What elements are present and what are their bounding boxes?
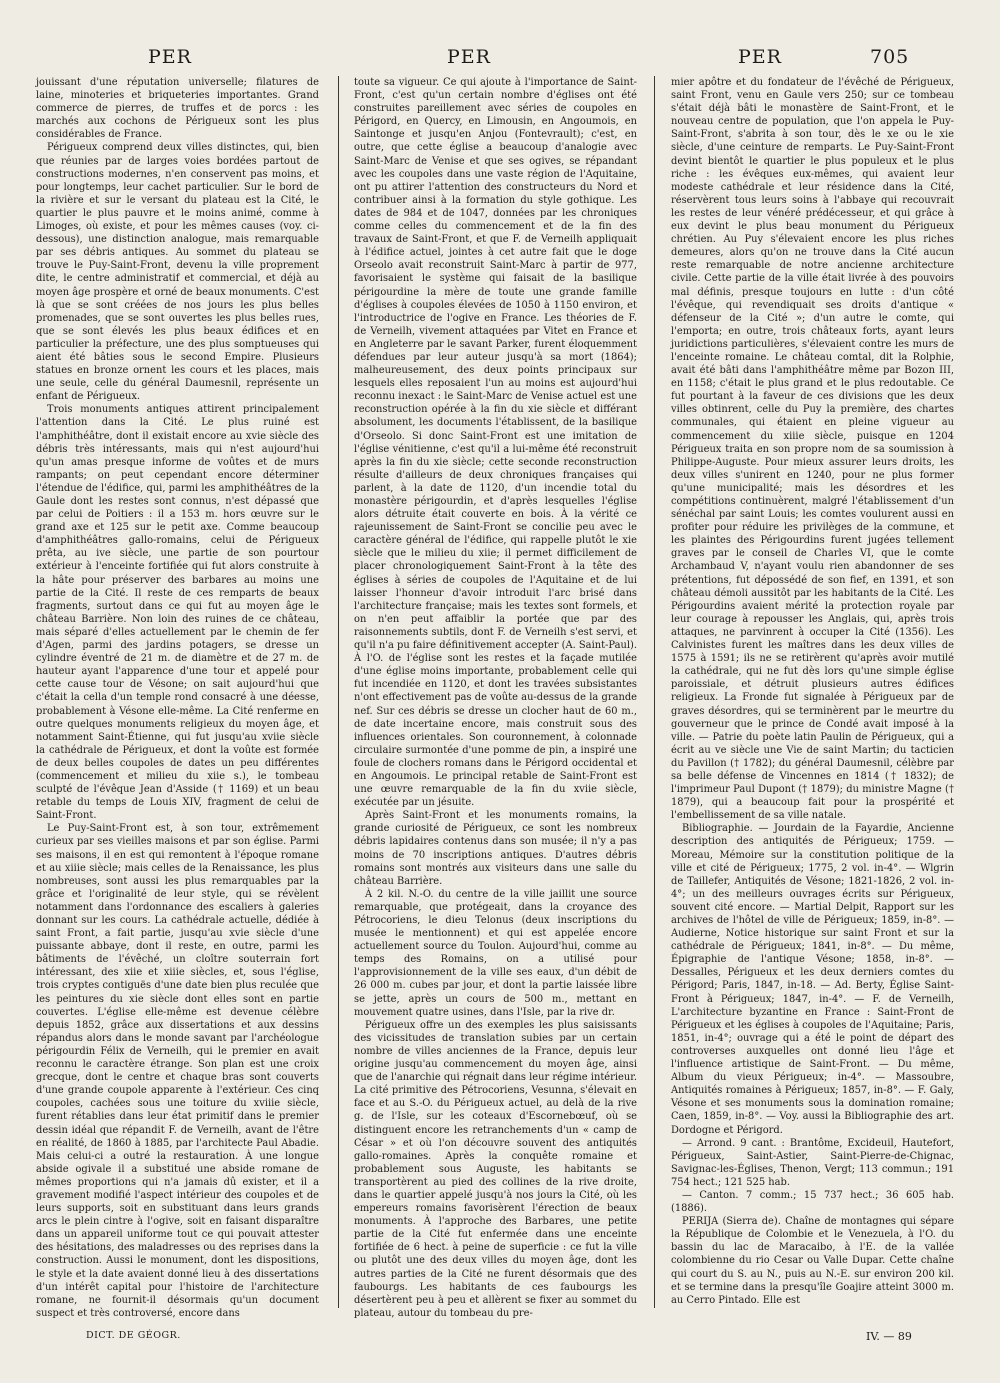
- footer-right: IV. — 89: [866, 1330, 912, 1343]
- paragraph: Trois monuments antiques attirent principalement l'attention dans la Cité. Le plus ruiné est l'amphithéâtre, dont il existait encore au xvie siècle des débris très intéressants, mais qui n'est aujourd'hui qu'un amas presque informe de voûtes et de murs rampants; on peut cependant encore déterminer l'étendue de l'édifice, qui, parmi les amphithéâtres de la Gaule dont les restes sont connus, n'est dépassé que par celui de Poitiers : il a 153 m. hors œuvre sur le grand axe et 125 sur le petit axe. Comme beaucoup d'amphithéâtres gallo-romains, celui de Périgueux prêta, au ive siècle, une partie de son pourtour extérieur à l'enceinte fortifiée qui fut alors construite à la hâte pour préserver des barbares au moins une partie de la Cité. Il reste de ces remparts de beaux fragments, surtout dans ce qui fut au moyen âge le château Barrière. Non loin des ruines de ce château, mais séparé d'elles actuellement par le chemin de fer d'Agen, parmi des jardins potagers, se dresse un cylindre éventré de 21 m. de diamètre et de 27 m. de hauteur ayant l'apparence d'une tour et appelé pour cette cause tour de Vésone; on sait aujourd'hui que c'était la cella d'un temple rond consacré à une déesse, probablement à Vésone elle-même. La Cité renferme en outre quelques monuments religieux du moyen âge, et notamment Saint-Étienne, qui fut jusqu'au xviie siècle la cathédrale de Périgueux, et dont la voûte est formée de deux belles coupoles de dates un peu différentes (commencement et milieu du xiie s.), le tombeau sculpté de l'évêque Jean d'Asside († 1169) et un beau retable du temps de Louis XIV, fragment de celui de Saint-Front.: [36, 404, 319, 822]
- paragraph: Périgueux comprend deux villes distinctes, qui, bien que réunies par de larges voies bordées partout de constructions modernes, n'en conservent pas moins, et pour longtemps, leur cachet particulier. Sur le bord de la rivière et sur le versant du plateau est la Cité, le quartier le plus pauvre et le moins animé, comme à Limoges, où existe, et pour les mêmes causes (voy. ci-dessous), une distinction analogue, mais remarquable par ses débris antiques. Au sommet du plateau se trouve le Puy-Saint-Front, devenu la ville proprement dite, le centre administratif et commercial, et déjà au moyen âge prospère et orné de beaux monuments. C'est là que se sont créées de nos jours les plus belles promenades, que se sont ouvertes les plus belles rues, que se sont élevés les plus beaux édifices et en particulier la préfecture, une des plus somptueuses qui aient été bâties sous le second Empire. Plusieurs statues en bronze ornent les cours et les places, mais une seule, celle du général Daumesnil, représente un enfant de Périgueux.: [36, 142, 319, 403]
- footer-left: DICT. DE GÉOGR.: [86, 1330, 181, 1341]
- header-right: PER: [738, 46, 782, 68]
- text-columns: [36, 76, 956, 1319]
- page-footer: [0, 1330, 1000, 1346]
- paragraph: Après Saint-Front et les monuments romains, la grande curiosité de Périgueux, ce sont les nombreux débris lapidaires contenus dans son musée; il n'y a pas moins de 70 inscriptions antiques. D'autres débris romains sont montrés aux visiteurs dans une salle du château Barrière.: [354, 810, 637, 887]
- paragraph: toute sa vigueur. Ce qui ajoute à l'importance de Saint-Front, c'est qu'un certain nombre d'églises ont été construites pareillement avec séries de coupoles en Périgord, en Quercy, en Limousin, en Angoumois, en Saintonge et jusqu'en Anjou (Fontevrault); c'est, en outre, que cette église a beaucoup d'analogie avec Saint-Marc de Venise et que ses ogives, se répandant avec les coupoles dans une vaste région de l'Aquitaine, ont pu attirer l'attention des constructeurs du Nord et contribuer ainsi à la formation du style gothique. Les dates de 984 et de 1047, données par les chroniques comme celles du commencement et de la fin des travaux de Saint-Front, et que F. de Verneilh appliquait à l'édifice actuel, jointes à cet autre fait que le doge Orseolo avait reconstruit Saint-Marc à partir de 977, favorisaient le système qui faisait de la basilique périgourdine la mère de toute une grande famille d'églises à coupoles élevées de 1050 à 1150 environ, et l'introductrice de l'ogive en France. Les théories de F. de Verneilh, vivement attaquées par Vitet en France et en Angleterre par le savant Parker, furent éloquemment défendues par leur auteur jusqu'à sa mort (1864); malheureusement, des deux points principaux sur lesquels elles reposaient l'un au moins est aujourd'hui reconnu inexact : le Saint-Marc de Venise actuel est une reconstruction opérée à la fin du xie siècle et différant absolument, les documents l'établissent, de la basilique d'Orseolo. Si donc Saint-Front est une imitation de l'église vénitienne, c'est qu'il a lui-même été reconstruit après la fin du xie siècle; cette seconde reconstruction résulte d'ailleurs de deux chroniques françaises qui parlent, à la date de 1120, d'un incendie total du monastère périgourdin, et d'après lesquelles l'église alors détruite était couverte en bois. À la vérité ce rajeunissement de Saint-Front se concilie peu avec le caractère général de l'édifice, qui rappelle plutôt le xie siècle que le milieu du xiie; il permet difficilement de placer chronologiquement Saint-Front à la tête des églises à séries de coupoles de l'Aquitaine et de lui laisser l'honneur d'avoir introduit l'arc brisé dans l'architecture française; mais les textes sont formels, et on n'en peut affaiblir la portée que par des raisonnements subtils, dont F. de Verneilh s'est servi, et qu'il n'a pu faire définitivement accepter (A. Saint-Paul). À l'O. de l'église sont les restes et la façade mutilée d'une église moins importante, probablement celle qui fut incendiée en 1120, et dont les travées subsistantes n'ont effectivement pas de voûte au-dessus de la grande nef. Sur ces débris se dresse un clocher haut de 60 m., de date incertaine encore, mais construit sous des influences orientales. Son couronnement, à colonnade circulaire surmontée d'une pomme de pin, a inspiré une foule de clochers romans dans le Périgord occidental et en Angoumois. Le principal retable de Saint-Front est une œuvre remarquable de la fin du xviie siècle, exécutée par un jésuite.: [354, 77, 637, 809]
- page-number: 705: [870, 46, 910, 68]
- header-left: PER: [148, 46, 192, 68]
- column-divider: [654, 76, 655, 1308]
- column-divider: [338, 76, 339, 1308]
- paragraph: — Arrond. 9 cant. : Brantôme, Excideuil, Hautefort, Périgueux, Saint-Astier, Saint-Pierre-de-Chignac, Savignac-les-Églises, Thenon, Vergt; 113 commun.; 191 754 hect.; 121 525 hab.: [671, 1137, 954, 1188]
- column-2: [354, 76, 637, 1319]
- paragraph: jouissant d'une réputation universelle; filatures de laine, minoteries et briqueteries importantes. Grand commerce de pierres, de truffes et de porcs : les marchés aux cochons de Périgueux sont les plus considérables de France.: [36, 77, 319, 141]
- paragraph: — Canton. 7 comm.; 15 737 hect.; 36 605 hab. (1886).: [671, 1189, 954, 1215]
- column-3: [671, 76, 954, 1306]
- paragraph: À 2 kil. N.-O. du centre de la ville jaillit une source remarquable, que protégeait, dans la croyance des Pétrocoriens, le dieu Telonus (deux inscriptions du musée le mentionnent) et qui est appelée encore actuellement source du Toulon. Aujourd'hui, comme au temps des Romains, on a utilisé pour l'approvisionnement de la ville ses eaux, d'un débit de 26 000 m. cubes par jour, et dont la partie laissée libre se jette, après un cours de 500 m., mettant en mouvement quatre usines, dans l'Isle, par la rive dr.: [354, 888, 637, 1018]
- paragraph: Périgueux offre un des exemples les plus saisissants des vicissitudes de translation subies par un certain nombre de villes anciennes de la France, depuis leur origine jusqu'au commencement du moyen âge, ainsi que de l'anarchie qui régnait dans leur régime intérieur. La cité primitive des Pétrocoriens, Vesunna, s'élevait en face et au S.-O. du Périgueux actuel, au delà de la rive g. de l'Isle, sur les coteaux d'Escornebœuf, où se distinguent encore les retranchements d'un « camp de César » et où l'on découvre souvent des antiquités gallo-romaines. Après la conquête romaine et probablement sous Auguste, les habitants se transportèrent au pied des collines de la rive droite, dans le quartier appelé jusqu'à nos jours la Cité, où les empereurs romains favorisèrent l'érection de beaux monuments. À l'approche des Barbares, une petite partie de la Cité fut enfermée dans une enceinte fortifiée de 6 hect. à peine de superficie : ce fut la ville ou plutôt une des deux villes du moyen âge, dont les autres parties de la Cité ne furent désormais que des faubourgs. Les habitants de ces faubourgs les désertèrent peu à peu et allèrent se fixer au sommet du plateau, autour du tombeau du pre-: [354, 1019, 637, 1319]
- column-1: [36, 76, 319, 1319]
- running-header: [0, 46, 1000, 70]
- entry-perija: PERIJA (Sierra de). Chaîne de montagnes qui sépare la République de Colombie et le Venezuela, à l'O. du bassin du lac de Maracaibo, à l'E. de la vallée colombienne du rio Cesar ou Valle Dupar. Cette chaîne qui court du S. au N., puis au N.-E. sur environ 200 kil. et se termine dans la presqu'île Goajire atteint 3000 m. au Cerro Pintado. Elle est: [671, 1216, 954, 1306]
- bibliography: Bibliographie. — Jourdain de la Fayardie, Ancienne description des antiquités de Périgueux; 1759. — Moreau, Mémoire sur la constitution politique de la ville et cité de Périgueux; 1775, 2 vol. in-4°. — Wlgrin de Taillefer, Antiquités de Vésone; 1821-1826, 2 vol. in-4°; un des meilleurs ouvrages écrits sur Périgueux, souvent cité encore. — Martial Delpit, Rapport sur les archives de l'hôtel de ville de Périgueux; 1859, in-8°. — Audierne, Notice historique sur saint Front et sur la cathédrale de Périgueux; 1841, in-8°. — Du même, Épigraphie de l'antique Vésone; 1858, in-8°. — Dessalles, Périgueux et les deux derniers comtes du Périgord; Paris, 1847, in-18. — Ad. Berty, Église Saint-Front à Périgueux; 1847, in-4°. — F. de Verneilh, L'architecture byzantine en France : Saint-Front de Périgueux et les églises à coupoles de l'Aquitaine; Paris, 1851, in-4°; ouvrage qui a été le point de départ des controverses auxquelles ont donné lieu l'âge et l'influence artistique de Saint-Front. — Du même, Album du vieux Périgueux; in-4°. — Massoubre, Antiquités romaines à Périgueux; 1857, in-8°. — F. Galy, Vésone et ses monuments sous la domination romaine; Caen, 1859, in-8°. — Voy. aussi la Bibliographie des art. Dordogne et Périgord.: [671, 823, 954, 1136]
- paragraph: Le Puy-Saint-Front est, à son tour, extrêmement curieux par ses vieilles maisons et par son église. Parmi ses maisons, il en est qui remontent à l'époque romane et au xiiie siècle; mais celles de la Renaissance, les plus nombreuses, sont aussi les plus remarquables par la grâce et l'originalité de leur style, qui se révèlent notamment dans l'ordonnance des escaliers à galeries donnant sur les cours. La cathédrale actuelle, dédiée à saint Front, a fait partie, jusqu'au xvie siècle d'une puissante abbaye, dont il reste, en outre, parmi les bâtiments de l'évêché, un cloître souterrain fort intéressant, des xiie et xiiie siècles, et, sous l'église, trois cryptes contiguës d'une date bien plus reculée que les peintures du xie siècle dont elles sont en partie couvertes. L'église elle-même est devenue célèbre depuis 1852, grâce aux dissertations et aux dessins répandus alors dans le monde savant par l'archéologue périgourdin Félix de Verneilh, qui le premier en avait reconnu le caractère étrange. Son plan est une croix grecque, dont le centre et chaque bras sont couverts d'une grande coupole apparente à l'extérieur. Ces cinq coupoles, cachées sous une toiture du xviiie siècle, furent rétablies dans leur état primitif dans le premier dessin idéal que répandit F. de Verneilh, avant de l'être en réalité, de 1860 à 1885, par l'architecte Paul Abadie. Mais celui-ci a outré la restauration. À une longue abside ogivale il a substitué une abside romane de mêmes proportions qui n'a jamais dû exister, et il a gravement modifié l'aspect intérieur des coupoles et de leurs supports, soit en substituant dans leurs grands arcs le plein cintre à l'ogive, soit en faisant disparaître dans un appareil uniforme tout ce qui pouvait attester des hésitations, des maladresses ou des reprises dans la construction. Aussi le monument, dont les dispositions, le style et la date avaient donné lieu à des dissertations d'un intérêt capital pour l'histoire de l'architecture romane, ne fournit-il désormais qu'un document suspect et très controversé, encore dans: [36, 823, 319, 1319]
- header-center: PER: [447, 46, 491, 68]
- paragraph: mier apôtre et du fondateur de l'évêché de Périgueux, saint Front, venu en Gaule vers 250; sur ce tombeau s'était déjà bâti le monastère de Saint-Front, et le nouveau centre de population, que l'on appela le Puy-Saint-Front, s'abrita à son tour, dès le xe ou le xie siècle, d'une ceinture de remparts. Le Puy-Saint-Front devint bientôt le quartier le plus populeux et le plus riche : les évêques eux-mêmes, qui avaient leur modeste cathédrale et leur résidence dans la Cité, réservèrent tous leurs soins à l'abbaye qui recouvrait les restes de leur vénéré prédécesseur, et qui grâce à eux devint le plus beau monument du Périgueux chrétien. Au Puy s'élevaient encore les plus riches demeures, alors qu'on ne trouve dans la Cité aucun reste remarquable de notre ancienne architecture civile. Cette partie de la ville était livrée à des pouvoirs mal définis, presque toujours en lutte : d'un côté l'évêque, qui revendiquait ses droits d'antique « défenseur de la Cité »; d'un autre le comte, qui l'emporta; en outre, trois châteaux forts, ayant leurs juridictions particulières, s'élevaient contre les murs de l'enceinte romaine. Le château comtal, dit la Rolphie, avait été bâti dans l'amphithéâtre même par Bozon III, en 1158; c'était le plus grand et le plus redoutable. Ce fut pourtant à la faveur de ces divisions que les deux villes obtinrent, celle du Puy la première, des chartes communales, qui étaient en pleine vigueur au commencement du xiiie siècle, puisque en 1204 Périgueux traita en son propre nom de sa soumission à Philippe-Auguste. Pour mieux assurer leurs droits, les deux villes s'unirent en 1240, pour ne plus former qu'une municipalité; mais les désordres et les compétitions continuèrent, malgré l'établissement d'un sénéchal par saint Louis; les comtes voulurent aussi en profiter pour réduire les privilèges de la commune, et les plaintes des Périgourdins furent jugées tellement graves par le conseil de Charles VI, que le comte Archambaud V, n'ayant voulu rien abandonner de ses prétentions, fut dépossédé de son fief, en 1391, et son château démoli aussitôt par les habitants de la Cité. Les Périgourdins avaient mérité la protection royale par leur courage à repousser les Anglais, qui, après trois attaques, ne parvinrent à occuper la Cité (1356). Les Calvinistes furent les maîtres dans les deux villes de 1575 à 1591; ils ne se retirèrent qu'après avoir mutilé la cathédrale, qui ne fut dès lors qu'une simple église paroissiale, et détruit plusieurs autres édifices religieux. La Fronde fut signalée à Périgueux par de graves désordres, qui se terminèrent par le meurtre du gouverneur que le prince de Condé avait imposé à la ville. — Patrie du poète latin Paulin de Périgueux, qui a écrit au ve siècle une Vie de saint Martin; du tacticien du Pavillon († 1782); du général Daumesnil, célèbre par sa belle défense de Vincennes en 1814 († 1832); de l'imprimeur Paul Dupont († 1879); du ministre Magne († 1879), qui a beaucoup fait pour la prospérité et l'embellissement de sa ville natale.: [671, 77, 954, 822]
